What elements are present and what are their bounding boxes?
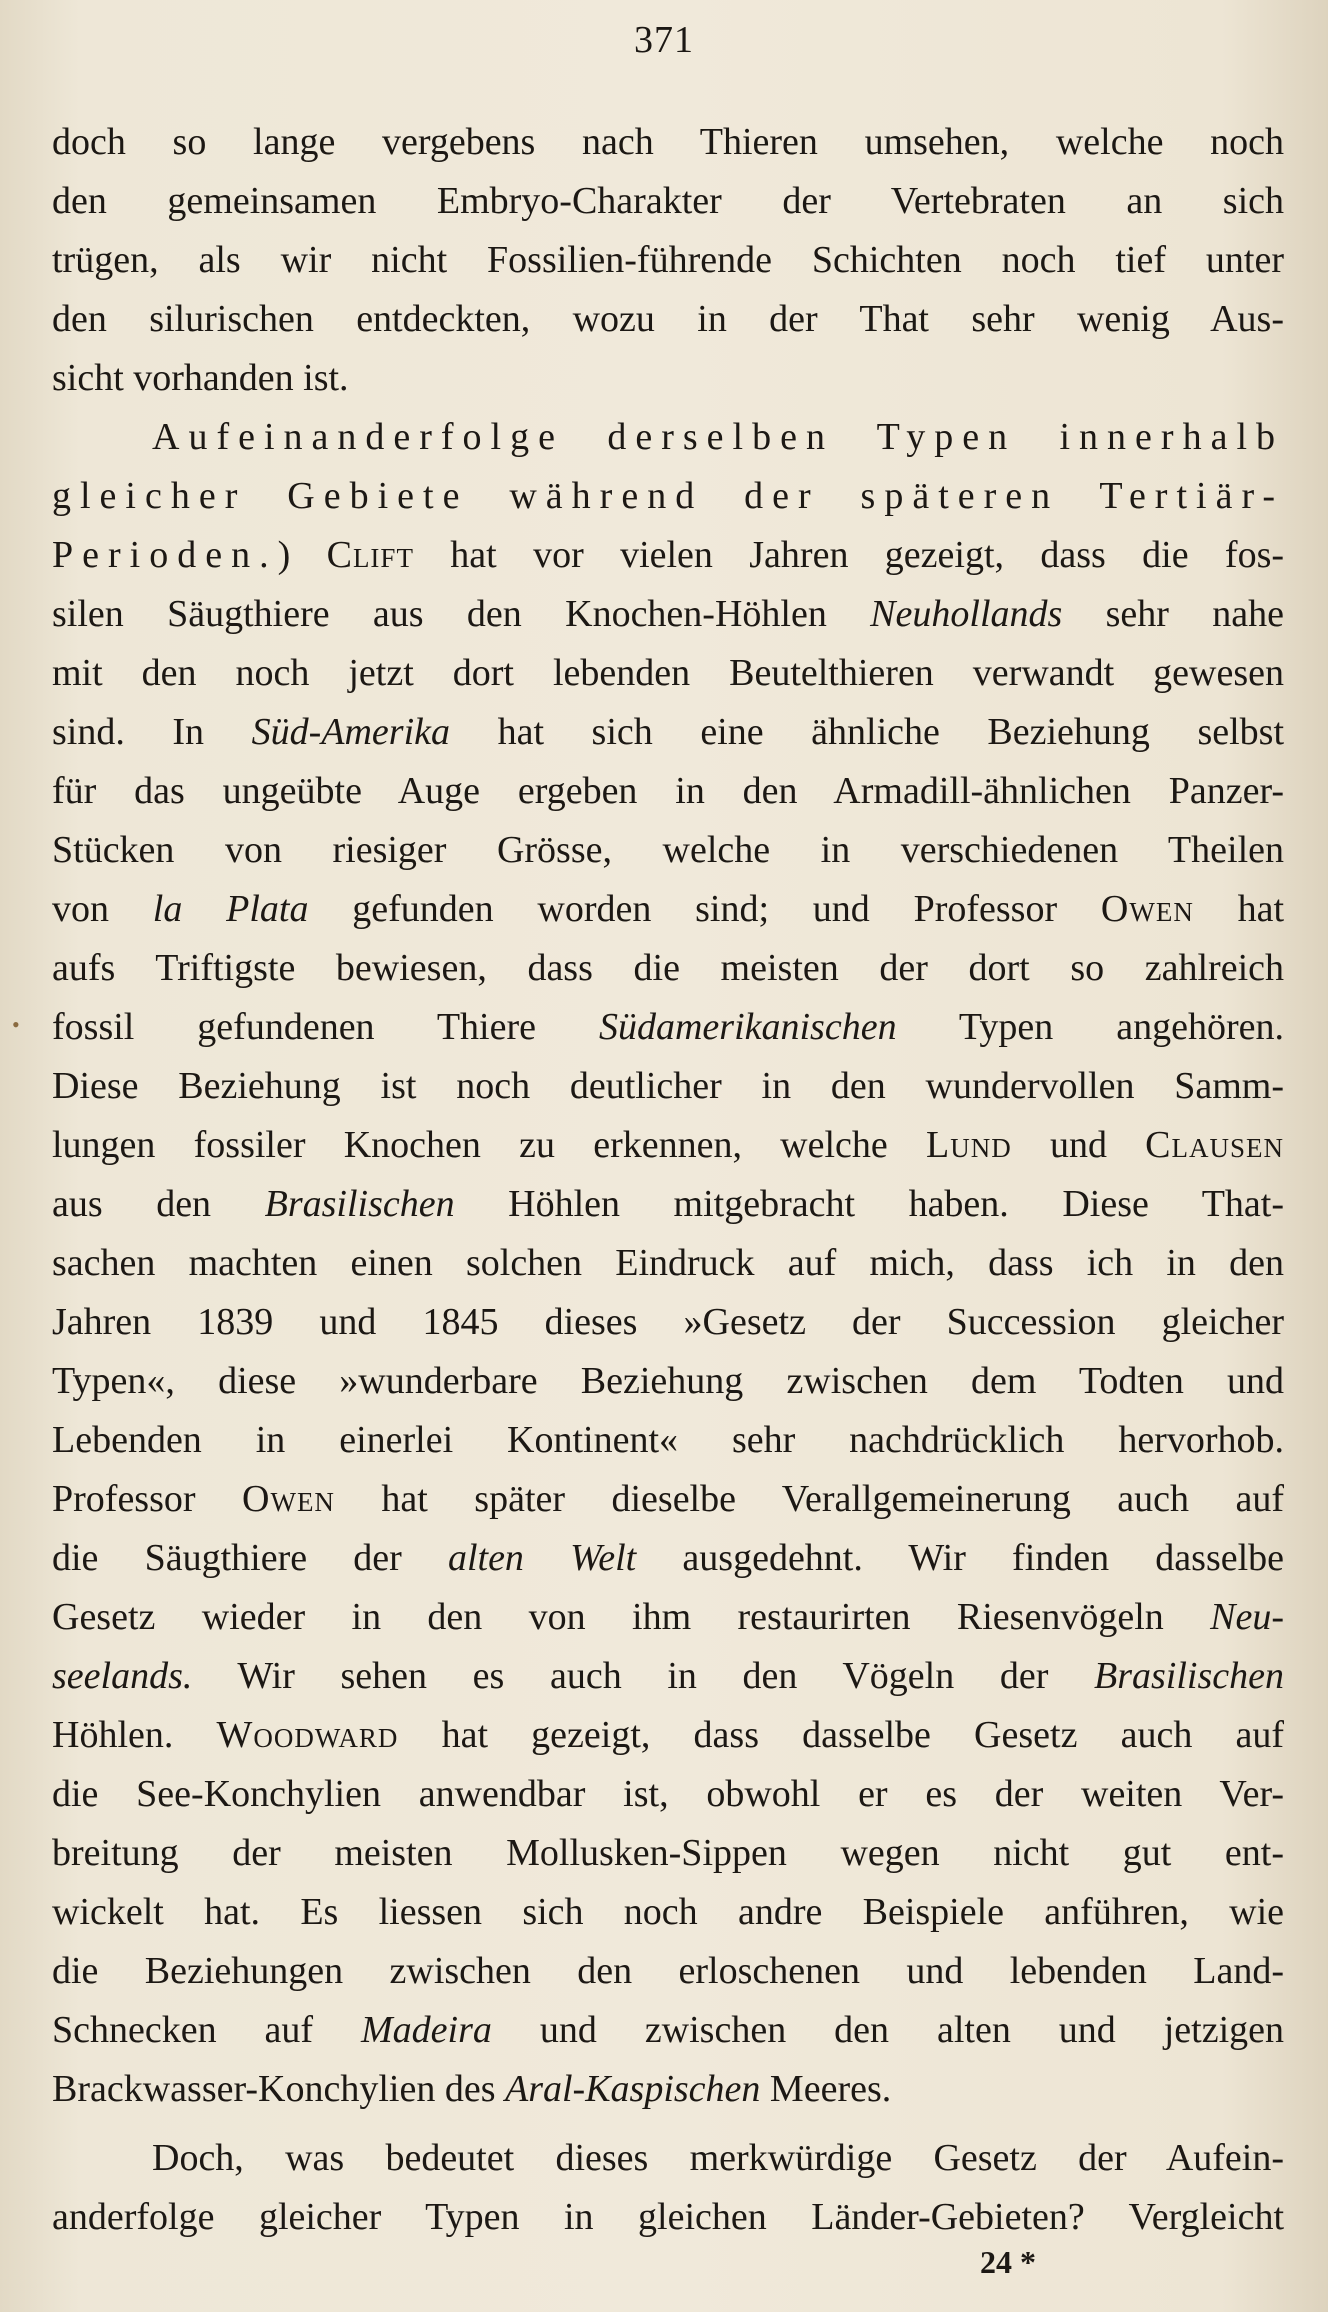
author-lund: Lund <box>926 1124 1012 1166</box>
text-line <box>52 1647 1284 1706</box>
text-line <box>52 1175 1284 1234</box>
margin-mark: • <box>12 1012 20 1037</box>
text-line <box>52 1470 1284 1529</box>
place-name: Südamerikanischen <box>598 1006 897 1048</box>
text-line: Jahren 1839 und 1845 dieses »Gesetz der Succession gleicher <box>52 1301 1284 1343</box>
text-line: breitung der meisten Mollusken-Sippen wegen nicht gut ent- <box>52 1832 1284 1874</box>
text-line <box>52 585 1284 644</box>
text-line: Doch, was bedeutet dieses merkwürdige Gesetz der Aufein- <box>152 2137 1284 2179</box>
place-name: Neuhollands <box>870 593 1063 635</box>
text-line: den silurischen entdeckten, wozu in der That sehr wenig Aus- <box>52 298 1284 340</box>
text-run: hat gezeigt, dass dasselbe Gesetz auch auf <box>441 1714 1284 1756</box>
text-run: silen Säugthiere aus den Knochen-Höhlen <box>52 593 827 635</box>
text-line <box>52 1529 1284 1588</box>
signature-mark: 24 * <box>980 2244 1036 2280</box>
place-name: Madeira <box>361 2009 492 2051</box>
text-run: hat <box>1237 888 1284 930</box>
text-line: die See-Konchylien anwendbar ist, obwohl er es der weiten Ver- <box>52 1773 1284 1815</box>
text-line: Diese Beziehung ist noch deutlicher in den wundervollen Samm- <box>52 1065 1284 1107</box>
text-run: Schnecken auf <box>52 2009 314 2051</box>
text-run: lungen fossiler Knochen zu erkennen, welche <box>52 1124 888 1166</box>
place-name: alten Welt <box>447 1537 637 1579</box>
text-line: doch so lange vergebens nach Thieren umsehen, welche noch <box>52 121 1284 163</box>
text-line <box>52 526 1284 585</box>
place-name: Brasilischen <box>1094 1655 1284 1697</box>
text-line: Stücken von riesiger Grösse, welche in verschiedenen Theilen <box>52 829 1284 871</box>
place-name: Süd-Amerika <box>251 711 451 753</box>
text-line: wickelt hat. Es liessen sich noch andre Beispiele anführen, wie <box>52 1891 1284 1933</box>
text-line: aufs Triftigste bewiesen, dass die meisten der dort so zahlreich <box>52 947 1284 989</box>
text-run: hat sich eine ähnliche Beziehung selbst <box>497 711 1284 753</box>
text-line: sachen machten einen solchen Eindruck auf mich, dass ich in den <box>52 1242 1284 1284</box>
text-run: hat später dieselbe Verallgemeinerung auch auf <box>381 1478 1284 1520</box>
text-line: sicht vorhanden ist. <box>52 357 349 399</box>
text-line <box>52 1706 1284 1765</box>
text-line <box>52 1116 1284 1175</box>
text-run: und zwischen den alten und jetzigen <box>539 2009 1284 2051</box>
place-name: Neu- <box>1210 1596 1284 1638</box>
text-run: hat vor vielen Jahren gezeigt, dass die fos- <box>450 534 1284 576</box>
section-heading-line: gleicher Gebiete während der späteren Tertiär- <box>52 475 1284 517</box>
text-run: Wir sehen es auch in den Vögeln der <box>237 1655 1049 1697</box>
text-run: Typen angehören. <box>958 1006 1284 1048</box>
text-line: anderfolge gleicher Typen in gleichen Länder-Gebieten? Vergleicht <box>52 2196 1284 2238</box>
author-owen: Owen <box>1100 888 1194 930</box>
text-line: Lebenden in einerlei Kontinent« sehr nachdrücklich hervorhob. <box>52 1419 1284 1461</box>
text-line <box>52 880 1284 939</box>
text-run: von <box>52 888 109 930</box>
text-line: mit den noch jetzt dort lebenden Beutelthieren verwandt gewesen <box>52 652 1284 694</box>
text-run: Gesetz wieder in den von ihm restaurirten Riesenvögeln <box>52 1596 1164 1638</box>
text-run: aus den <box>52 1183 212 1225</box>
section-heading-end: Perioden. <box>52 534 278 576</box>
text-line: trügen, als wir nicht Fossilien-führende Schichten noch tief unter <box>52 239 1284 281</box>
place-name: Brasilischen <box>264 1183 455 1225</box>
text-run: die Säugthiere der <box>52 1537 402 1579</box>
text-run: und <box>1049 1124 1107 1166</box>
text-line: Typen«, diese »wunderbare Beziehung zwischen dem Todten und <box>52 1360 1284 1402</box>
text-run: Professor <box>52 1478 196 1520</box>
section-heading-line: Aufeinanderfolge derselben Typen innerhalb <box>152 416 1284 458</box>
author-clausen: Clausen <box>1145 1124 1284 1166</box>
page-number: 371 <box>634 19 694 61</box>
text-line <box>52 1588 1284 1647</box>
place-name: la Plata <box>152 888 309 930</box>
text-run: Brackwasser-Konchylien des <box>52 2068 496 2110</box>
text-run: Höhlen. <box>52 1714 174 1756</box>
text-run: ausgedehnt. Wir finden dasselbe <box>682 1537 1284 1579</box>
text-line <box>52 703 1284 762</box>
text-run: sind. In <box>52 711 205 753</box>
place-name: seelands. <box>52 1655 193 1697</box>
author-owen: Owen <box>242 1478 335 1520</box>
paragraph-gap <box>52 2119 1284 2129</box>
text-line: die Beziehungen zwischen den erloschenen und lebenden Land- <box>52 1950 1284 1992</box>
text-run: gefunden worden sind; und Professor <box>352 888 1058 930</box>
author-woodward: Woodward <box>216 1714 399 1756</box>
text-line <box>52 2001 1284 2060</box>
text-line: für das ungeübte Auge ergeben in den Armadill-ähnlichen Panzer- <box>52 770 1284 812</box>
text-line <box>52 998 1284 1057</box>
body-text <box>52 113 1284 2247</box>
text-run: Meeres. <box>769 2068 892 2110</box>
text-run: sehr nahe <box>1105 593 1284 635</box>
text-run: Höhlen mitgebracht haben. Diese That- <box>508 1183 1284 1225</box>
paren: ) <box>277 534 291 576</box>
place-name: Aral-Kaspischen <box>504 2068 761 2110</box>
text-line: den gemeinsamen Embryo-Charakter der Vertebraten an sich <box>52 180 1284 222</box>
author-clift: Clift <box>326 534 414 576</box>
text-run: fossil gefundenen Thiere <box>52 1006 536 1048</box>
text-line <box>52 2060 1284 2119</box>
